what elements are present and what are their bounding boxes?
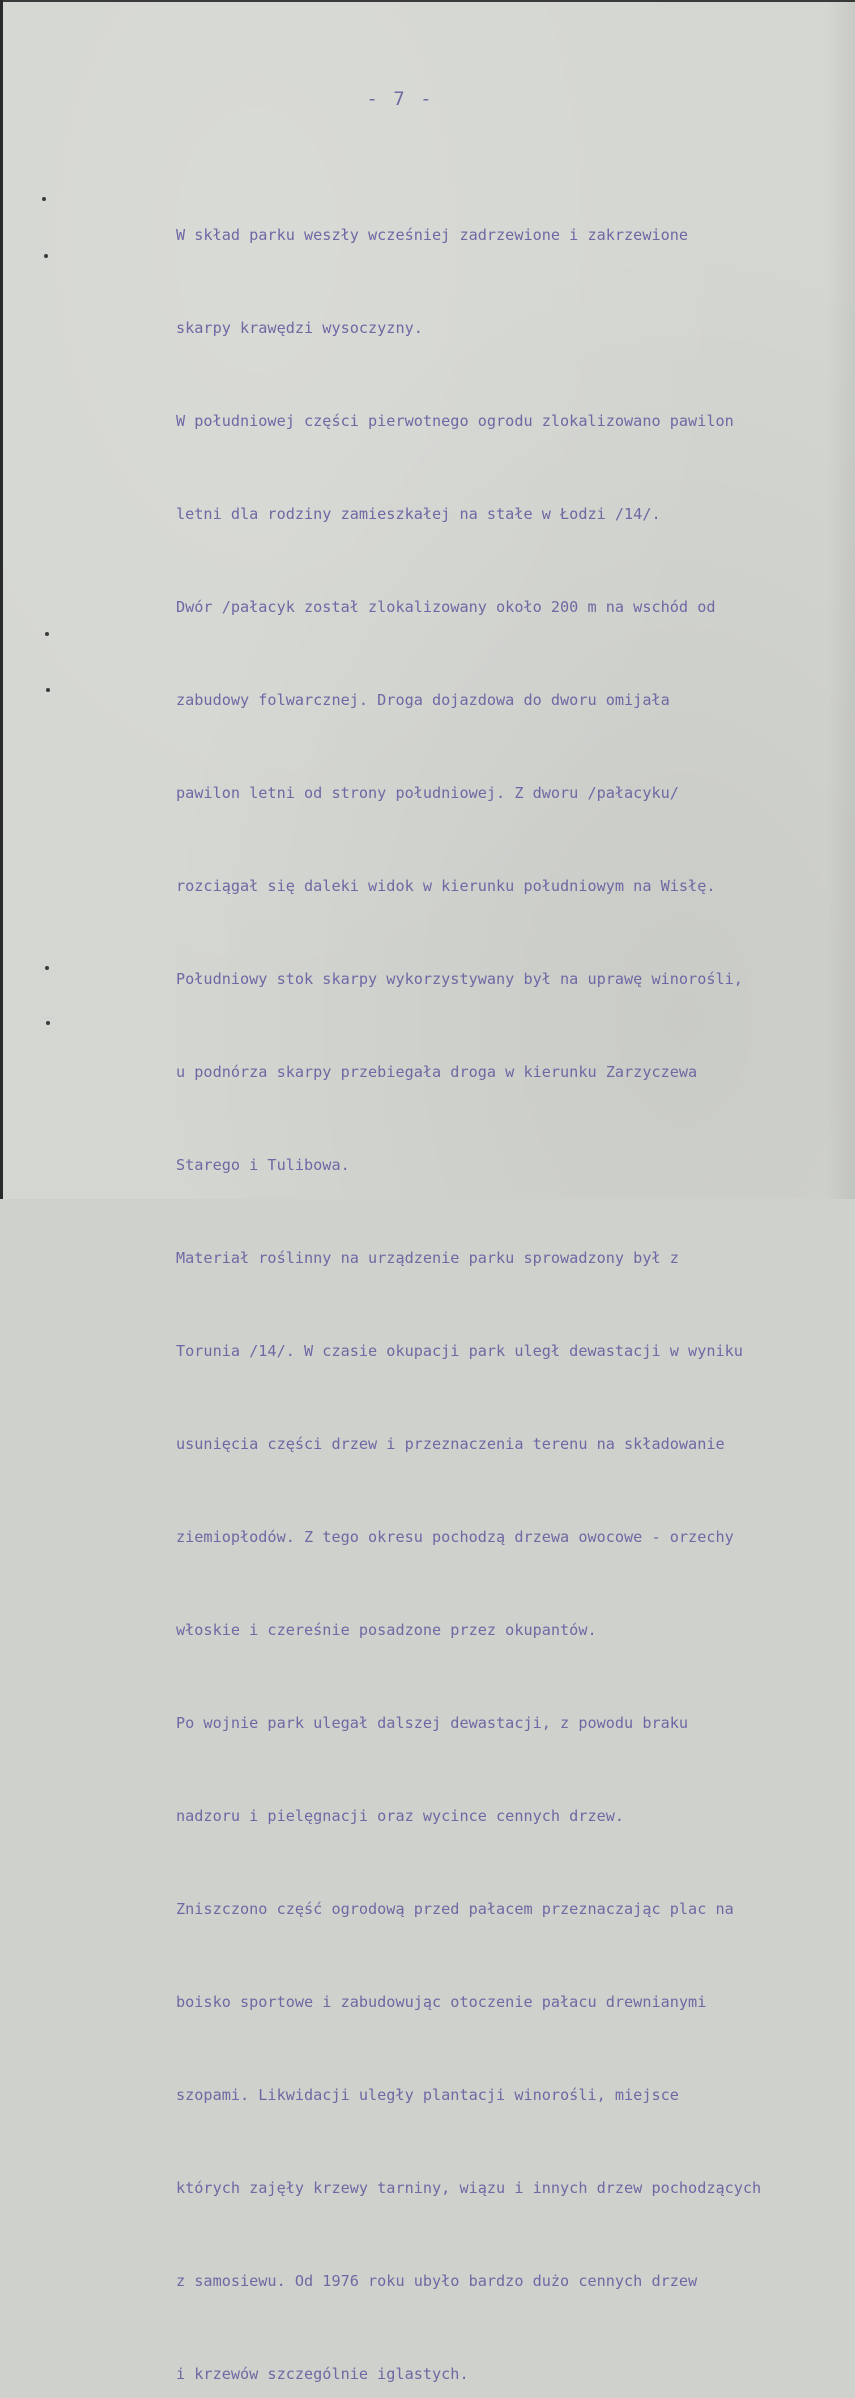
page-left-edge [0,0,3,1199]
text-line: pawilon letni od strony południowej. Z dworu /pałacyku/ [176,784,679,802]
text-line: W południowej części pierwotnego ogrodu zlokalizowano pawilon [176,412,734,430]
binding-hole-mark [42,197,46,201]
body-text [176,158,836,2398]
text-line: Południowy stok skarpy wykorzystywany był na uprawę winorośli, [176,970,743,988]
text-line: Materiał roślinny na urządzenie parku sprowadzony był z [176,1249,679,1267]
page-top-edge [0,0,855,2]
page-number: - 7 - [366,88,434,110]
text-line: Dwór /pałacyk został zlokalizowany około 200 m na wschód od [176,598,716,616]
text-line: Starego i Tulibowa. [176,1156,350,1174]
text-line: i krzewów szczególnie iglastych. [176,2365,469,2383]
text-line: Po wojnie park ulegał dalszej dewastacji, z powodu braku [176,1714,689,1732]
text-line: usunięcia części drzew i przeznaczenia terenu na składowanie [176,1435,725,1453]
text-line: rozciągał się daleki widok w kierunku południowym na Wisłę. [176,877,716,895]
text-line: W skład parku weszły wcześniej zadrzewione i zakrzewione [176,226,689,244]
text-line: włoskie i czereśnie posadzone przez okupantów. [176,1621,597,1639]
text-line: boisko sportowe i zabudowując otoczenie pałacu drewnianymi [176,1993,707,2011]
binding-hole-mark [46,688,50,692]
text-line: u podnórza skarpy przebiegała droga w kierunku Zarzyczewa [176,1063,698,1081]
binding-hole-mark [45,966,49,970]
text-line: zabudowy folwarcznej. Droga dojazdowa do dworu omijała [176,691,670,709]
text-line: skarpy krawędzi wysoczyzny. [176,319,423,337]
text-line: których zajęły krzewy tarniny, wiązu i innych drzew pochodzących [176,2179,762,2197]
binding-hole-mark [46,1021,50,1025]
text-line: szopami. Likwidacji uległy plantacji winorośli, miejsce [176,2086,679,2104]
text-line: Zniszczono część ogrodową przed pałacem przeznaczając plac na [176,1900,734,1918]
text-line: letni dla rodziny zamieszkałej na stałe w Łodzi /14/. [176,505,661,523]
binding-hole-mark [45,632,49,636]
text-line: z samosiewu. Od 1976 roku ubyło bardzo dużo cennych drzew [176,2272,698,2290]
text-line: ziemiopłodów. Z tego okresu pochodzą drzewa owocowe - orzechy [176,1528,734,1546]
binding-hole-mark [44,254,48,258]
text-line: Torunia /14/. W czasie okupacji park uległ dewastacji w wyniku [176,1342,743,1360]
text-line: nadzoru i pielęgnacji oraz wycince cennych drzew. [176,1807,625,1825]
